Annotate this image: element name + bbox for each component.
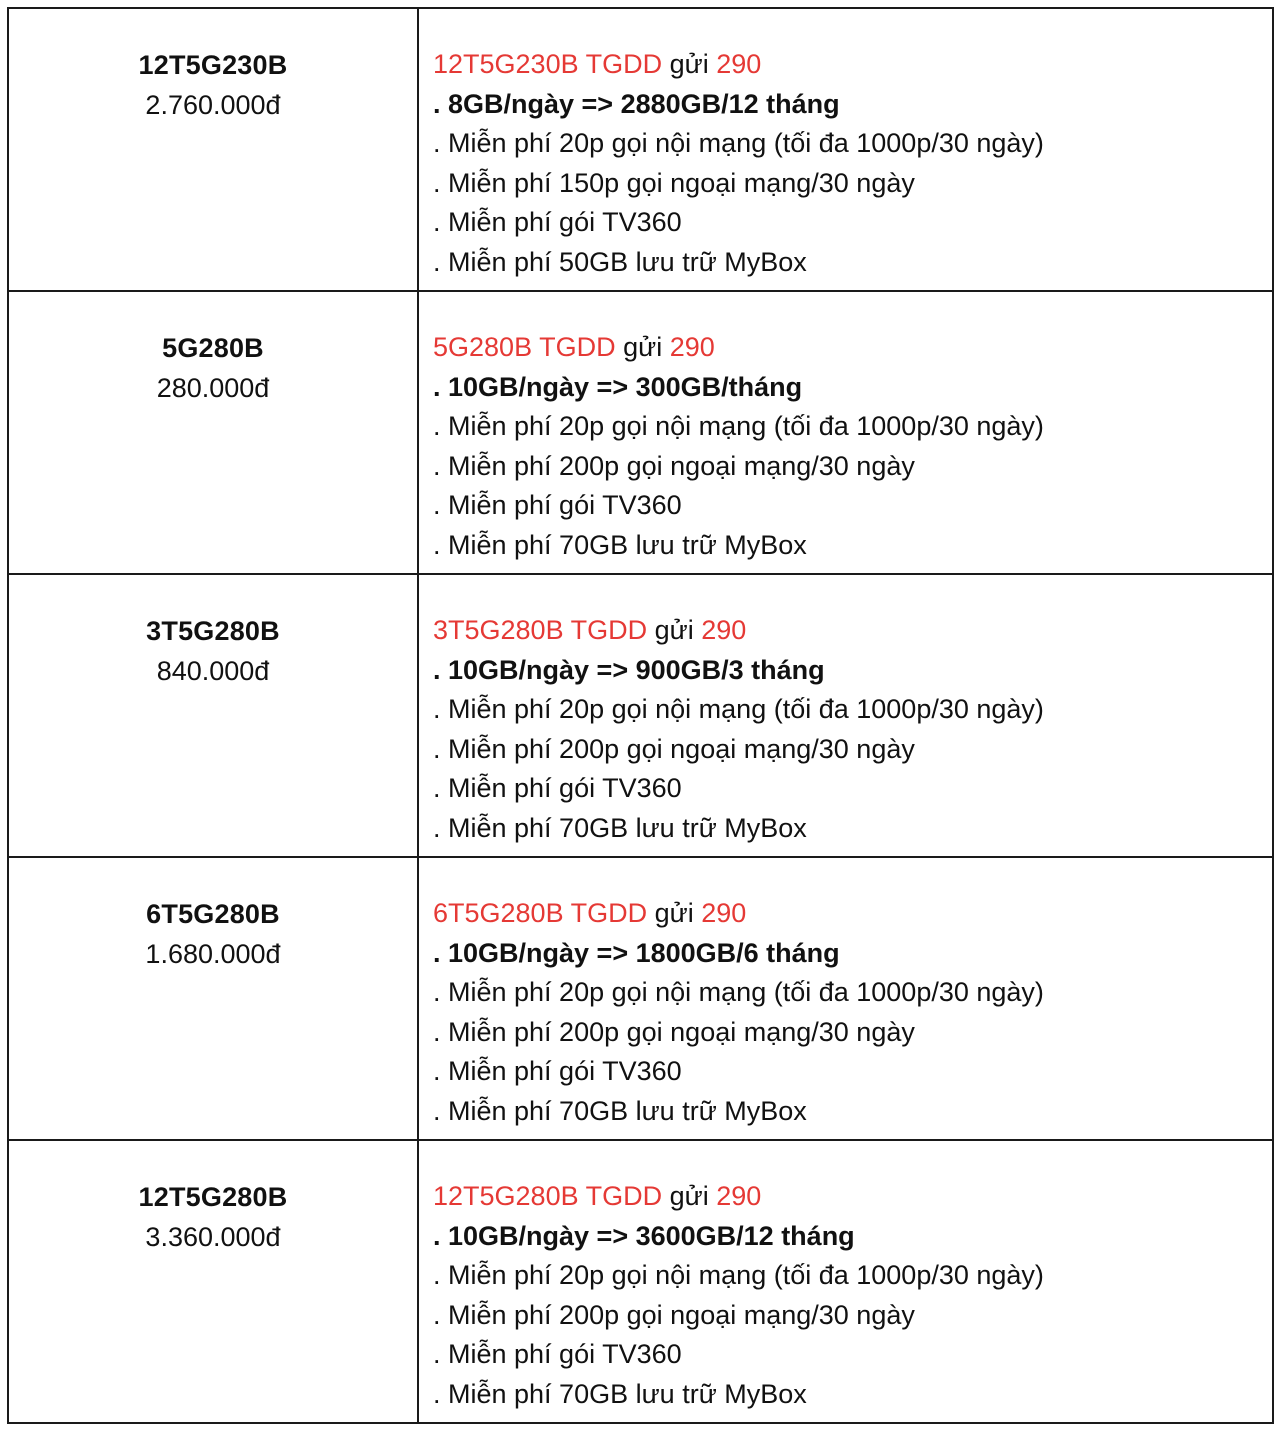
sms-number: 290 (701, 615, 747, 645)
sms-code: 3T5G280B TGDD (433, 615, 648, 645)
data-allowance: . 8GB/ngày => 2880GB/12 tháng (433, 88, 840, 119)
feature-item: . Miễn phí gói TV360 (433, 1056, 682, 1086)
data-allowance: . 10GB/ngày => 300GB/tháng (433, 371, 803, 402)
plan-code: 12T5G230B (138, 50, 288, 80)
data-allowance: . 10GB/ngày => 3600GB/12 tháng (433, 1220, 855, 1251)
plan-price: 840.000đ (156, 656, 270, 686)
sms-instruction (433, 611, 1272, 651)
sms-verb: gửi (669, 49, 709, 79)
feature-item: . Miễn phí 70GB lưu trữ MyBox (433, 812, 807, 843)
sms-number: 290 (716, 49, 762, 79)
plan-summary-cell (8, 857, 418, 1140)
plan-table (7, 7, 1274, 1424)
plan-summary-cell (8, 1140, 418, 1423)
plan-row (8, 574, 1273, 857)
plan-price: 280.000đ (156, 373, 270, 403)
sms-instruction (433, 894, 1272, 934)
plan-details-cell (418, 8, 1273, 291)
feature-item: . Miễn phí 20p gọi nội mạng (tối đa 1000p/30 ngày) (433, 694, 1044, 724)
plan-code: 3T5G280B (146, 616, 280, 646)
feature-item: . Miễn phí 200p gọi ngoại mạng/30 ngày (433, 1016, 915, 1047)
plan-row (8, 857, 1273, 1140)
feature-item: . Miễn phí 200p gọi ngoại mạng/30 ngày (433, 450, 915, 481)
data-allowance: . 10GB/ngày => 1800GB/6 tháng (433, 937, 840, 968)
sms-number: 290 (669, 332, 715, 362)
plan-price: 2.760.000đ (145, 90, 281, 120)
sms-code: 6T5G280B TGDD (433, 898, 648, 928)
sms-code: 5G280B TGDD (433, 332, 616, 362)
sms-number: 290 (701, 898, 747, 928)
sms-instruction (433, 328, 1272, 368)
sms-verb: gửi (654, 615, 694, 645)
sms-number: 290 (716, 1181, 762, 1211)
plan-row (8, 8, 1273, 291)
feature-item: . Miễn phí gói TV360 (433, 773, 682, 803)
feature-item: . Miễn phí 20p gọi nội mạng (tối đa 1000p/30 ngày) (433, 411, 1044, 441)
sms-verb: gửi (654, 898, 694, 928)
plan-details-cell (418, 291, 1273, 574)
plan-details-cell (418, 1140, 1273, 1423)
feature-item: . Miễn phí gói TV360 (433, 490, 682, 520)
plan-summary-cell (8, 8, 418, 291)
plan-code: 5G280B (162, 333, 264, 363)
feature-item: . Miễn phí gói TV360 (433, 1339, 682, 1369)
data-allowance: . 10GB/ngày => 900GB/3 tháng (433, 654, 825, 685)
sms-code: 12T5G230B TGDD (433, 49, 663, 79)
plan-row (8, 1140, 1273, 1423)
feature-item: . Miễn phí 70GB lưu trữ MyBox (433, 1378, 807, 1409)
feature-item: . Miễn phí 20p gọi nội mạng (tối đa 1000p/30 ngày) (433, 977, 1044, 1007)
sms-instruction (433, 45, 1272, 85)
feature-item: . Miễn phí 20p gọi nội mạng (tối đa 1000p/30 ngày) (433, 1260, 1044, 1290)
sms-verb: gửi (623, 332, 663, 362)
plan-price: 1.680.000đ (145, 939, 281, 969)
plan-details-cell (418, 574, 1273, 857)
plan-summary-cell (8, 291, 418, 574)
plan-price: 3.360.000đ (145, 1222, 281, 1252)
feature-item: . Miễn phí 50GB lưu trữ MyBox (433, 246, 807, 277)
plan-row (8, 291, 1273, 574)
sms-code: 12T5G280B TGDD (433, 1181, 663, 1211)
plan-details-cell (418, 857, 1273, 1140)
plan-summary-cell (8, 574, 418, 857)
feature-item: . Miễn phí 70GB lưu trữ MyBox (433, 529, 807, 560)
feature-item: . Miễn phí 20p gọi nội mạng (tối đa 1000p/30 ngày) (433, 128, 1044, 158)
feature-item: . Miễn phí 70GB lưu trữ MyBox (433, 1095, 807, 1126)
sms-verb: gửi (669, 1181, 709, 1211)
plan-code: 12T5G280B (138, 1182, 288, 1212)
feature-item: . Miễn phí 200p gọi ngoại mạng/30 ngày (433, 733, 915, 764)
feature-item: . Miễn phí gói TV360 (433, 207, 682, 237)
feature-item: . Miễn phí 150p gọi ngoại mạng/30 ngày (433, 167, 915, 198)
feature-item: . Miễn phí 200p gọi ngoại mạng/30 ngày (433, 1299, 915, 1330)
sms-instruction (433, 1177, 1272, 1217)
plan-code: 6T5G280B (146, 899, 280, 929)
